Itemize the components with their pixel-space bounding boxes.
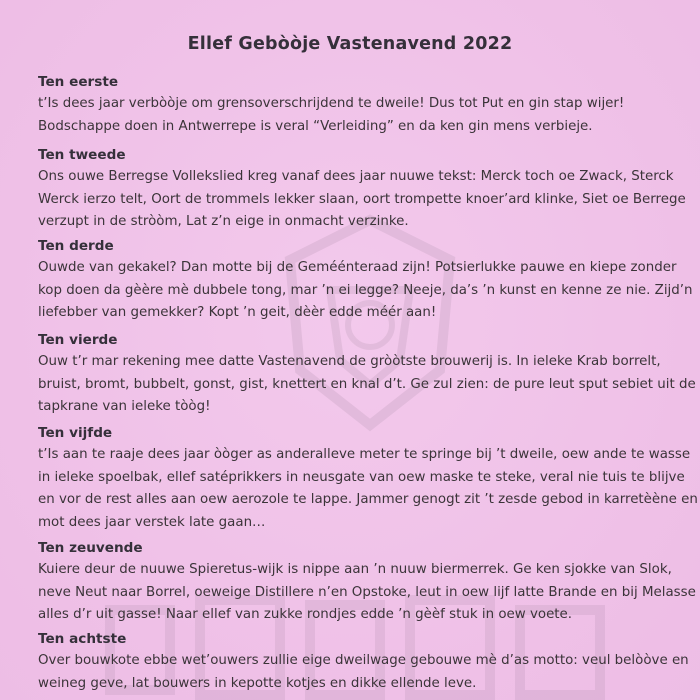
text-line: Werck ierzo telt, Oort de trommels lekker slaan, oort trompette knoer’ard klinke, Siet oe Berrege [38,191,686,207]
text-line: alles d’r uit gasse! Naar ellef van zukke rondjes edde ’n gèèf stuk in oew voete. [38,607,573,623]
section-heading: Ten tweede [38,147,126,163]
section-ten-achtste [38,630,689,695]
text-line: t’Is dees jaar verbòòje om grensoverschrijdend te dweile! Dus tot Put en gin stap wijer! [38,96,625,111]
section-ten-eerste [38,73,678,138]
text-line: en vor de rest alles aan oew aerozole te lappe. Jammer genogt zit ’t zesde gebod in karretèène en [38,492,698,508]
section-heading: Ten vijfde [38,425,113,441]
section-text [38,257,693,325]
section-text [38,166,686,234]
text-line: Kuiere deur de nuuwe Spieretus-wijk is nippe aan ’n nuuw biermerrek. Ge ken sjokke van Slok, [38,562,672,577]
section-text [38,444,698,534]
text-line: verzupt in de stròòm, Lat z’n eige in onmacht verzinke. [38,214,409,230]
section-text [38,351,696,419]
text-line: Over bouwkote ebbe wet’ouwers zullie eige dweilwage gebouwe mè d’as motto: veul belòòve en [38,653,689,668]
section-text [38,650,689,695]
section-heading: Ten derde [38,238,114,254]
text-line: liefebber van gemekker? Kopt ’n geit, dèèr edde méér aan! [38,305,437,321]
text-line: Ouwde van gekakel? Dan motte bij de Geméénteraad zijn! Potsierlukke pauwe en kiepe zonder [38,260,677,275]
text-line: weineg geve, lat bouwers in kepotte kotjes en dikke ellende leve. [38,675,477,691]
section-ten-zeuvende [38,539,696,627]
text-line: tapkrane van ieleke tòòg! [38,399,211,415]
section-heading: Ten achtste [38,631,127,647]
text-line: mot dees jaar verstek late gaan… [38,514,266,530]
section-heading: Ten eerste [38,74,119,90]
text-line: t’Is aan te raaje dees jaar òòger as anderalleve meter te springe bij ’t dweile, oew ande te wasse [38,447,691,462]
section-ten-vijfde [38,424,698,534]
text-line: Bodschappe doen in Antwerrepe is veral “Verleiding” en da ken gin mens verbieje. [38,118,593,134]
text-line: Ons ouwe Berregse Vollekslied kreg vanaf dees jaar nuuwe tekst: Merck toch oe Zwack, Sterck [38,169,674,184]
section-heading: Ten zeuvende [38,540,143,556]
text-line: Ouw t’r mar rekening mee datte Vastenavend de gròòtste brouwerij is. In ieleke Krab borrelt, [38,354,661,369]
text-line: bruist, bromt, bubbelt, gonst, gist, knettert en knal d’t. Ge zul zien: de pure leut sput sebiet uit de [38,376,696,392]
text-line: kop doen da gèère mè dubbele tong, mar ’n ei legge? Neeje, da’s ’n kunst en kenne ze nie. Zijd’n [38,282,693,298]
text-line: in ieleke spoelbak, ellef satéprikkers in neusgate van oew maske te steke, veral nie tuis te blijve [38,469,685,485]
section-text [38,559,696,627]
section-text [38,93,678,138]
text-line: neve Neut naar Borrel, oeweige Distillere n’en Opstoke, leut in oew lijf latte Brande en bij Melasse [38,584,696,600]
section-heading: Ten vierde [38,332,118,348]
section-ten-tweede [38,146,686,234]
section-ten-vierde [38,331,696,419]
section-ten-derde [38,237,693,325]
page-title: Ellef Gebòòje Vastenavend 2022 [187,34,513,54]
